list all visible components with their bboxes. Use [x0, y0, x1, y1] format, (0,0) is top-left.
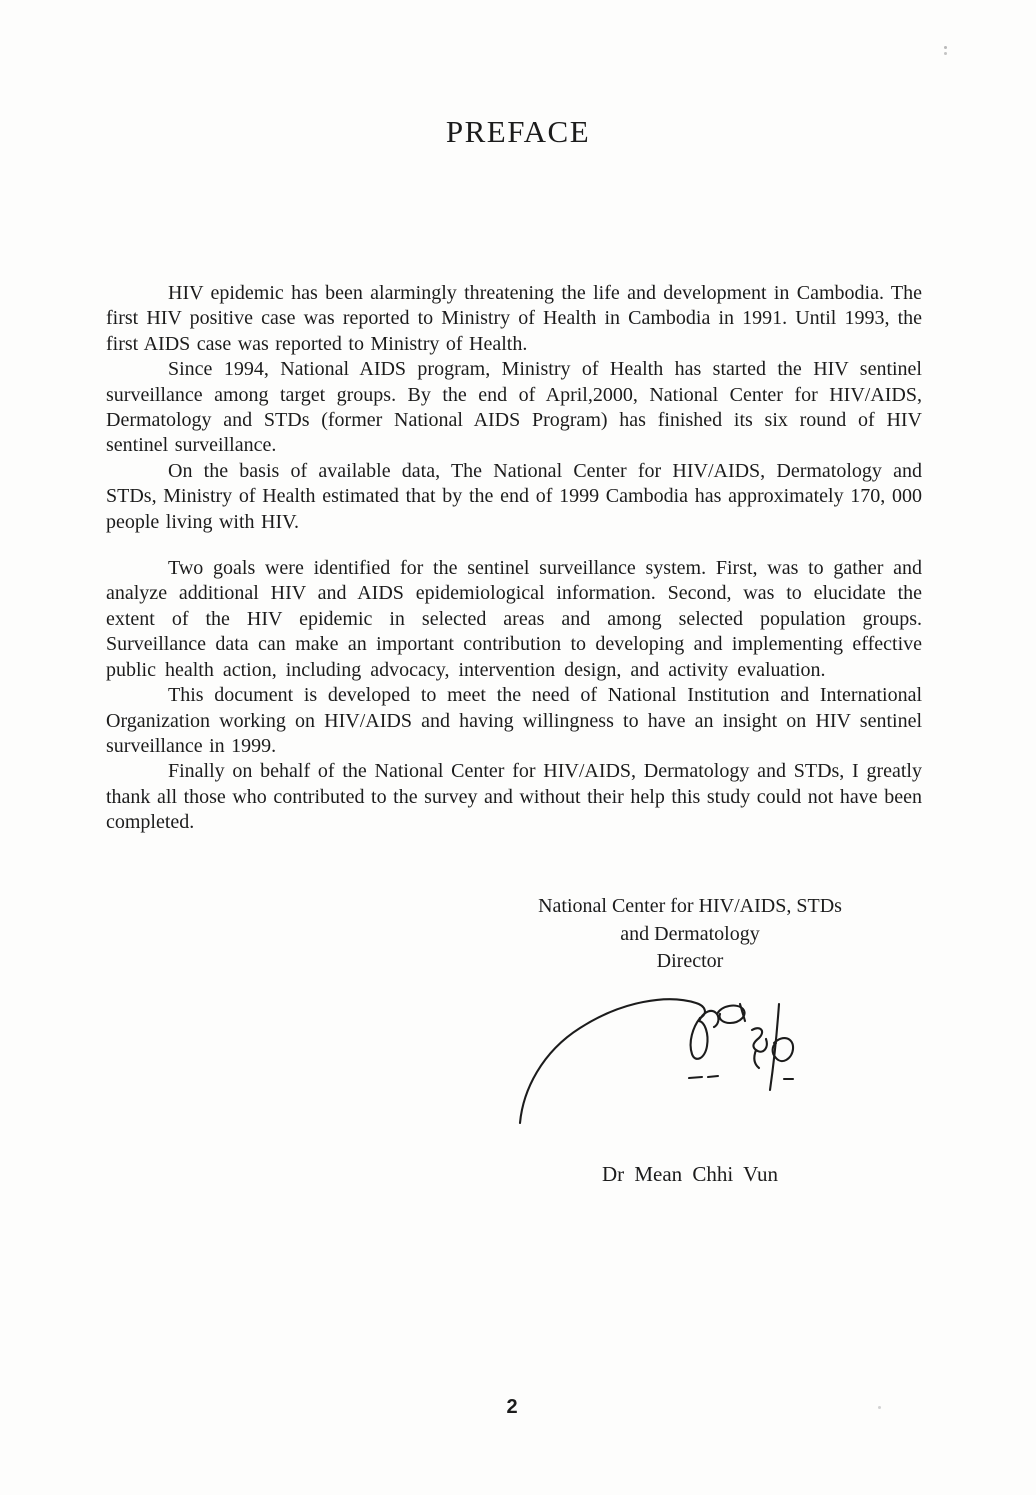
- signatory-name: Dr Mean Chhi Vun: [601, 1162, 779, 1186]
- paragraph-two-goals: Two goals were identified for the sentinel surveillance system. First, was to gather and analyze additional HIV and AIDS epidemiological information. Second, was to elucidate the extent of the HIV epidemic in selected areas and among selected population groups. Surveillance data can make an important contribution to developing and implementing effective public health action, including advocacy, intervention design, and activity evaluation.: [106, 557, 922, 681]
- page-title: PREFACE: [445, 114, 591, 149]
- paragraph-document-purpose: This document is developed to meet the need of National Institution and International Organization working on HIV/AIDS and having willingness to have an insight on HIV sentinel surveillance in 1999.: [106, 684, 922, 757]
- preface-body: [106, 281, 922, 836]
- signature-role: Director: [656, 950, 724, 972]
- paragraph-estimate-1999: On the basis of available data, The National Center for HIV/AIDS, Dermatology and STDs, Ministry of Health estimated that by the end of 1999 Cambodia has approximately 170, 000 people living with HIV.: [106, 459, 922, 533]
- handwritten-signature-icon: [512, 990, 804, 1132]
- paragraph-intro-epidemic: HIV epidemic has been alarmingly threatening the life and development in Cambodia. The first HIV positive case was reported to Ministry of Health in Cambodia in 1991. Until 1993, the first AIDS case was reported to Ministry of Health.: [106, 282, 922, 355]
- page-number: 2: [506, 1396, 518, 1418]
- paragraph-surveillance-history: Since 1994, National AIDS program, Ministry of Health has started the HIV sentinel surveillance among target groups. By the end of April,2000, National Center for HIV/AIDS, Dermatology and STDs (former National AIDS Program) has finished its six round of HIV sentinel surveillance.: [106, 358, 922, 457]
- paragraph-thanks: Finally on behalf of the National Center for HIV/AIDS, Dermatology and STDs, I greatly thank all those who contributed to the survey and without their help this study could not have been completed.: [106, 760, 922, 834]
- signature-org-line-2: and Dermatology: [620, 922, 760, 945]
- signature-block: [450, 893, 930, 976]
- signature-org-line-1: National Center for HIV/AIDS, STDs: [538, 895, 842, 917]
- scan-artifact: [944, 46, 947, 49]
